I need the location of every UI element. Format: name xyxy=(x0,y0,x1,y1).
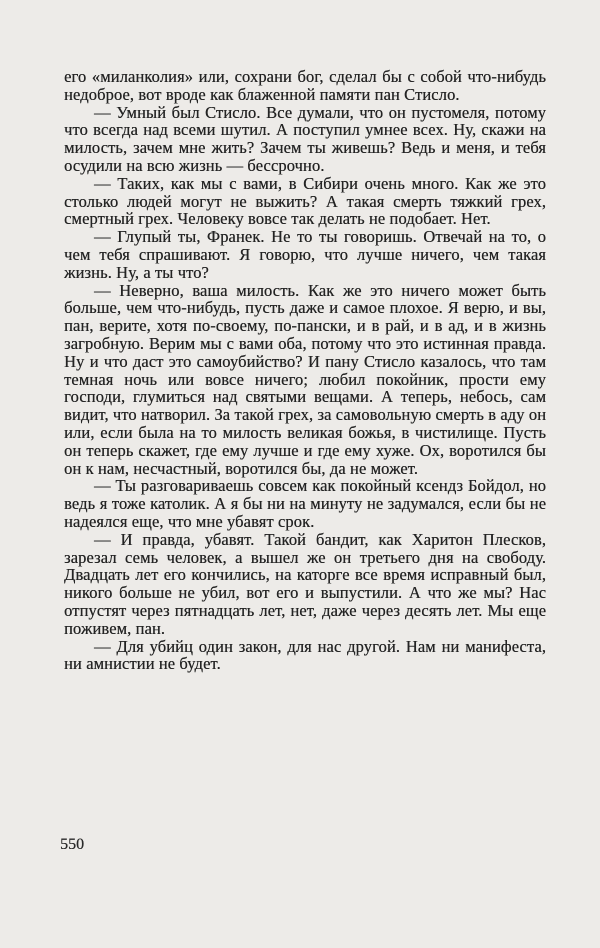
paragraph: — Глупый ты, Франек. Не то ты говоришь. Отвечай на то, о чем тебя спрашивают. Я говорю, что лучше ничего, чем такая жизнь. Ну, а ты что? xyxy=(64,227,546,282)
page-text xyxy=(64,68,546,673)
paragraph: его «миланколия» или, сохрани бог, сделал бы с собой что-нибудь недоброе, вот вроде как блаженной памяти пан Стисло. xyxy=(64,67,546,104)
paragraph: — Таких, как мы с вами, в Сибири очень много. Как же это столько людей могут не выжить? А такая смерть тяжкий грех, смертный грех. Человеку вовсе так делать не подобает. Нет. xyxy=(64,173,546,229)
paragraph: — Неверно, ваша милость. Как же это ничего может быть больше, чем что-нибудь, пусть даже и самое плохое. Я верю, и вы, пан, верите, хотя по-своему, по-пански, и в рай, и в ад, и в жизнь загробную. Верим мы с вами оба, потому что это истинная правда. Ну и что даст это самоубийство? И пану Стисло казалось, что там темная ночь или вовсе ничего; любил покойник, прости ему господи, глумиться над святыми вещами. А теперь, небось, сам видит, что натворил. За такой грех, за самовольную смерть в аду он или, если была на то милость великая божья, в чистилище. Пусть он теперь скажет, где ему лучше и где ему хуже. Ох, воротился бы он к нам, несчастный, воротился бы, да не может. xyxy=(64,280,546,478)
paragraph: — И правда, убавят. Такой бандит, как Харитон Плесков, зарезал семь человек, а вышел же он третьего дня на свободу. Двадцать лет его кончились, на каторге все время исправный был, никого больше не убил, вот его и выпустили. А что же мы? Нас отпустят через пятнадцать лет, нет, даже через десять лет. Мы еще поживем, пан. xyxy=(64,529,546,638)
paragraph: — Ты разговариваешь совсем как покойный ксендз Бойдол, но ведь я тоже католик. А я бы ни на минуту не задумался, если бы не надеялся еще, что мне убавят срок. xyxy=(64,476,546,531)
page-number: 550 xyxy=(60,836,84,853)
paragraph: — Для убийц один закон, для нас другой. Нам ни манифеста, ни амнистии не будет. xyxy=(64,636,546,674)
paragraph: — Умный был Стисло. Все думали, что он пустомеля, потому что всегда над всеми шутил. А поступил умнее всех. Ну, скажи на милость, зачем мне жить? Зачем ты живешь? Ведь и меня, и тебя осудили на всю жизнь — бессрочно. xyxy=(64,102,546,175)
